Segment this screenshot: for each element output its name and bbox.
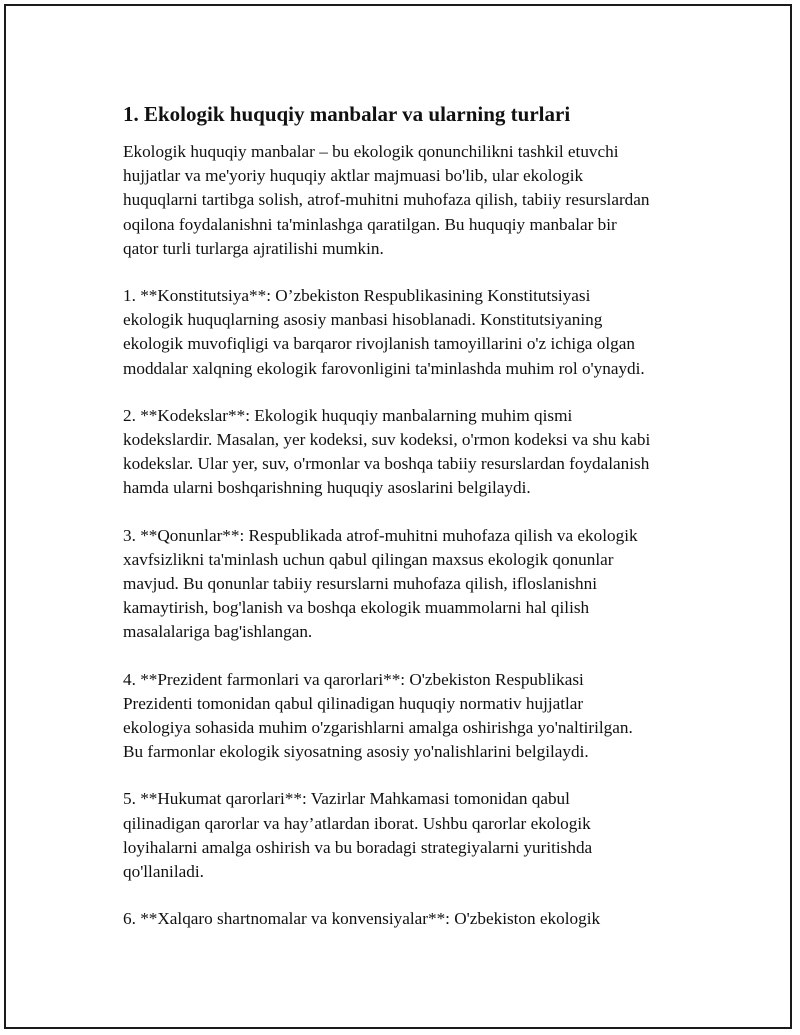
section-heading: 1. Ekologik huquqiy manbalar va ularning turlari [123, 102, 571, 126]
paragraph-hukumat-qarorlari: 5. **Hukumat qarorlari**: Vazirlar Mahkamasi tomonidan qabul qilinadigan qarorlar va hay’atlardan iborat. Ushbu qarorlar ekologik loyihalarni amalga oshirish va bu boradagi strategiyalarni yuritishda qo'llaniladi. [123, 789, 593, 882]
paragraph-qonunlar: 3. **Qonunlar**: Respublikada atrof-muhitni muhofaza qilish va ekologik xavfsizlikni ta'minlash uchun qabul qilingan maxsus ekologik qonunlar mavjud. Bu qonunlar tabiiy resurslarni muhofaza qilish, ifloslanishni kamaytirish, bog'lanish va boshqa ekologik muammolarni hal qilish masalalariga bag'ishlangan. [123, 525, 638, 642]
paragraph-prezident-farmonlari: 4. **Prezident farmonlari va qarorlari**: O'zbekiston Respublikasi Prezidenti tomonidan qabul qilinadigan huquqiy normativ hujjatlar ekologiya sohasida muhim o'zgarishlarni amalga oshirishga yo'naltirilgan. Bu farmonlar ekologik siyosatning asosiy yo'nalishlarini belgilaydi. [123, 669, 633, 762]
document-body [123, 100, 723, 954]
paragraph-xalqaro-shartnomalar: 6. **Xalqaro shartnomalar va konvensiyalar**: O'zbekiston ekologik [123, 909, 601, 929]
document-page [4, 4, 792, 1029]
intro-paragraph: Ekologik huquqiy manbalar – bu ekologik qonunchilikni tashkil etuvchi hujjatlar va me'yoriy huquqiy aktlar majmuasi bo'lib, ular ekologik huquqlarni tartibga solish, atrof-muhitni muhofaza qilish, tabiiy resurslardan oqilona foydalanishni ta'minlashga qaratilgan. Bu huquqiy manbalar bir qator turli turlarga ajratilishi mumkin. [123, 142, 650, 258]
paragraph-konstitutsiya: 1. **Konstitutsiya**: O’zbekiston Respublikasining Konstitutsiyasi ekologik huquqlarning asosiy manbasi hisoblanadi. Konstitutsiyaning ekologik muvofiqligi va barqaror rivojlanish tamoyillarini o'z ichiga olgan moddalar xalqning ekologik farovonligini ta'minlashda muhim rol o'ynaydi. [123, 286, 645, 378]
paragraph-kodekslar: 2. **Kodekslar**: Ekologik huquqiy manbalarning muhim qismi kodekslardir. Masalan, yer kodeksi, suv kodeksi, o'rmon kodeksi va shu kabi kodekslar. Ular yer, suv, o'rmonlar va boshqa tabiiy resurslardan foydalanish hamda ularni boshqarishning huquqiy asoslarini belgilaydi. [123, 405, 651, 498]
